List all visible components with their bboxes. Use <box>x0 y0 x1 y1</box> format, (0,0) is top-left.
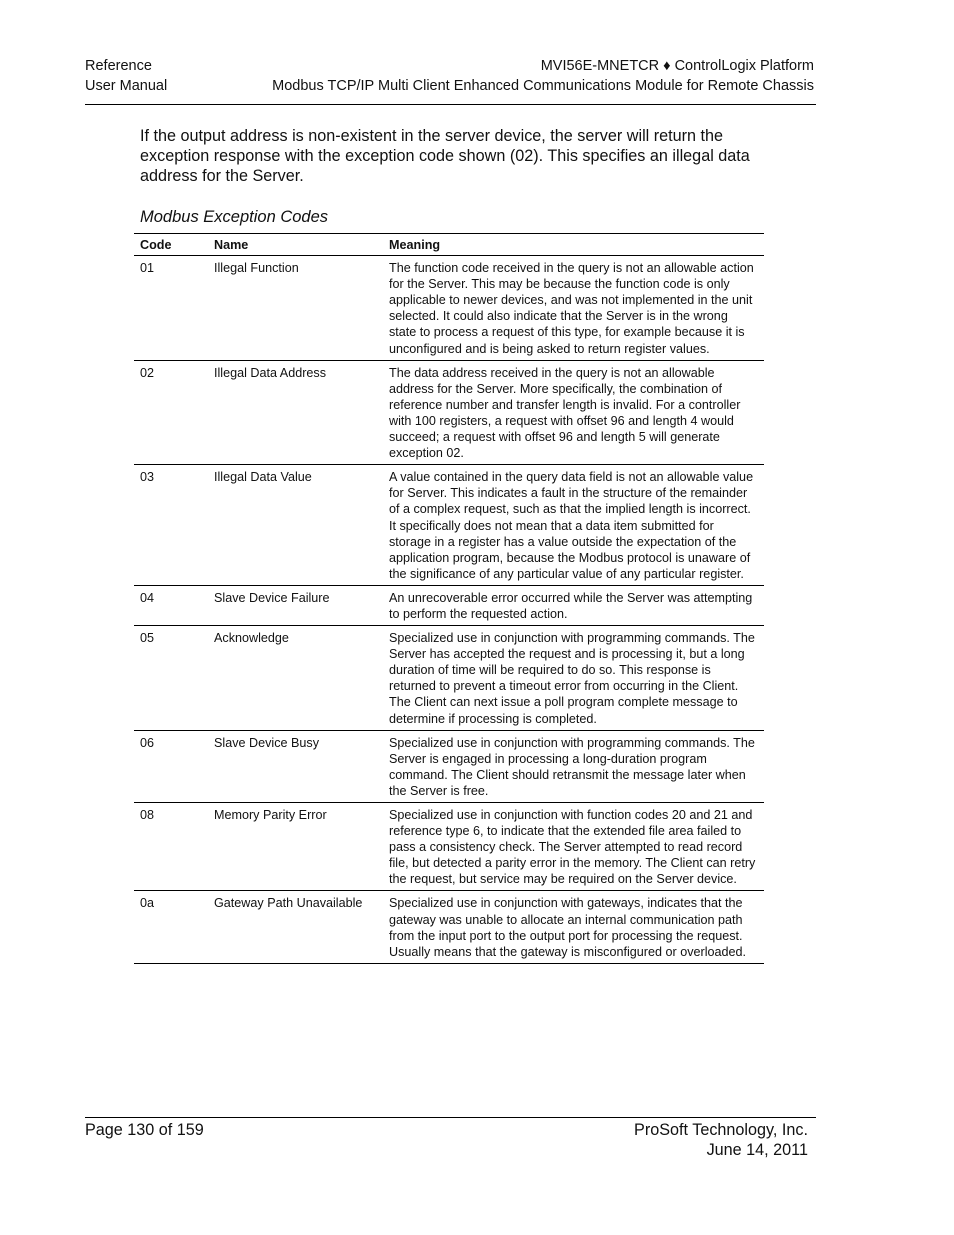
meaning-cell: Specialized use in conjunction with function codes 20 and 21 and reference type 6, to indicate that the extended file area failed to pass a consistency check. The Server attempted to read record file, but detected a parity error in the memory. The Client can retry the request, but service may be required on the Server device. <box>383 803 764 891</box>
table-caption: Modbus Exception Codes <box>140 208 329 226</box>
meaning-cell: The data address received in the query is not an allowable address for the Server. More specifically, the combination of reference number and transfer length is invalid. For a controller with 100 registers, a request with offset 96 and length 4 would succeed; a request with offset 96 and length 5 will generate exception 02. <box>383 360 764 465</box>
meaning-cell: A value contained in the query data field is not an allowable value for Server. This indicates a fault in the structure of the remainder of a complex request, such as that the implied length is incorrect. It specifically does not mean that a data item submitted for storage in a register has a value outside the expectation of the application program, because the Modbus protocol is unaware of the significance of any particular value of any particular register. <box>383 465 764 586</box>
meaning-cell: The function code received in the query is not an allowable action for the Server. This may be because the function code is only applicable to newer devices, and was not implemented in the unit selected. It could also indicate that the Server is in the wrong state to process a request of this type, for example because it is unconfigured and is being asked to return register values. <box>383 256 764 361</box>
column-header-meaning: Meaning <box>383 234 764 256</box>
name-cell: Acknowledge <box>208 626 383 731</box>
code-cell: 03 <box>134 465 208 586</box>
code-cell: 04 <box>134 585 208 625</box>
footer-date: June 14, 2011 <box>706 1141 808 1159</box>
table-row <box>134 585 764 625</box>
name-cell: Illegal Data Value <box>208 465 383 586</box>
header-doc-type: User Manual <box>85 77 168 94</box>
table-row <box>134 626 764 731</box>
table-row <box>134 360 764 465</box>
meaning-cell: Specialized use in conjunction with gateways, indicates that the gateway was unable to allocate an internal communication path from the input port to the output port for processing the request. Usually means that the gateway is misconfigured or overloaded. <box>383 891 764 963</box>
header-divider <box>85 104 816 105</box>
page-footer-right <box>634 1120 808 1160</box>
code-cell: 01 <box>134 256 208 361</box>
name-cell: Slave Device Failure <box>208 585 383 625</box>
header-section: Reference <box>85 58 152 74</box>
intro-paragraph: If the output address is non-existent in the server device, the server will return the exception response with the exception code shown (02). This specifies an illegal data address for the Server. <box>140 127 750 185</box>
page-header-left <box>85 57 167 96</box>
column-header-name: Name <box>208 234 383 256</box>
meaning-cell: An unrecoverable error occurred while the Server was attempting to perform the requested action. <box>383 585 764 625</box>
name-cell: Illegal Data Address <box>208 360 383 465</box>
code-cell: 0a <box>134 891 208 963</box>
table-header-row <box>134 234 764 256</box>
code-cell: 02 <box>134 360 208 465</box>
table-row <box>134 256 764 361</box>
name-cell: Memory Parity Error <box>208 803 383 891</box>
exception-codes-table <box>134 233 764 964</box>
table-row <box>134 803 764 891</box>
code-cell: 06 <box>134 730 208 802</box>
table-row <box>134 891 764 963</box>
header-subtitle: Modbus TCP/IP Multi Client Enhanced Communications Module for Remote Chassis <box>272 77 814 94</box>
code-cell: 08 <box>134 803 208 891</box>
meaning-cell: Specialized use in conjunction with programming commands. The Server is engaged in processing a long-duration program command. The Client should retransmit the message later when the Server is free. <box>383 730 764 802</box>
name-cell: Gateway Path Unavailable <box>208 891 383 963</box>
page-header-right <box>272 57 814 96</box>
header-product: MVI56E-MNETCR ♦ ControlLogix Platform <box>540 58 814 74</box>
column-header-code: Code <box>134 234 208 256</box>
table-row <box>134 465 764 586</box>
meaning-cell: Specialized use in conjunction with programming commands. The Server has accepted the request and is processing it, but a long duration of time will be required to do so. This response is returned to prevent a timeout error from occurring in the Client. The Client can next issue a poll program complete message to determine if processing is completed. <box>383 626 764 731</box>
table-row <box>134 730 764 802</box>
page-number: Page 130 of 159 <box>85 1121 204 1139</box>
code-cell: 05 <box>134 626 208 731</box>
name-cell: Slave Device Busy <box>208 730 383 802</box>
footer-divider <box>85 1117 816 1118</box>
footer-company: ProSoft Technology, Inc. <box>634 1121 808 1139</box>
name-cell: Illegal Function <box>208 256 383 361</box>
